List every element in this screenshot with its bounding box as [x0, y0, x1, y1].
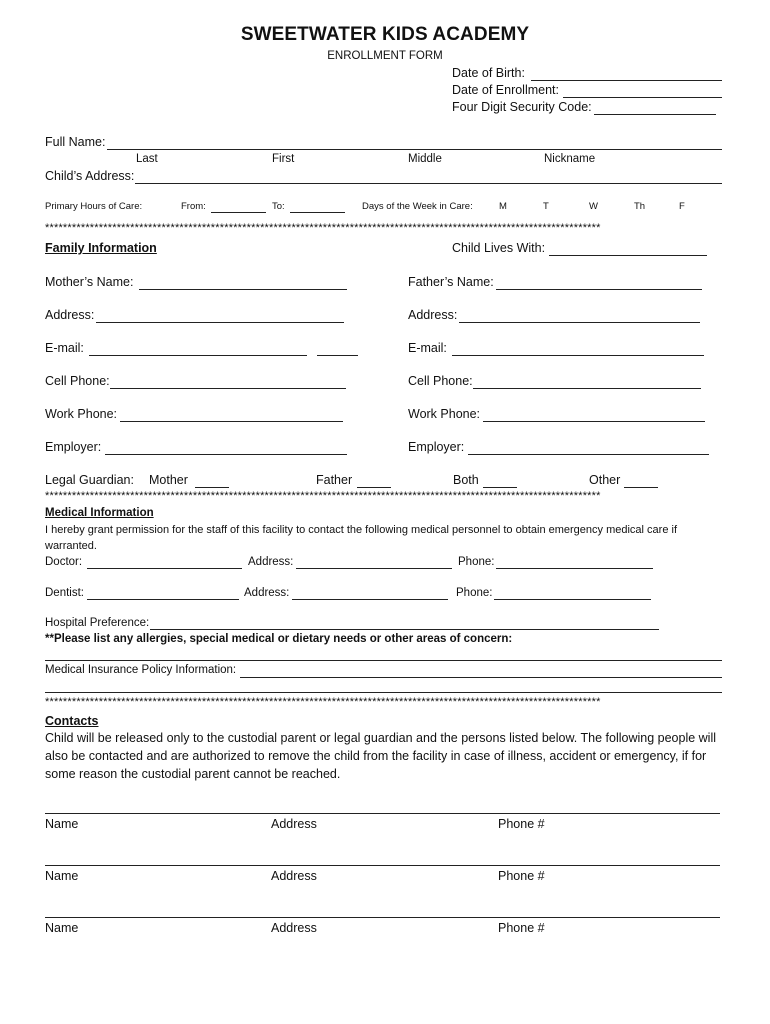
insurance-field[interactable] [240, 677, 722, 678]
form-title: SWEETWATER KIDS ACADEMY [240, 24, 530, 45]
mother-cell-label: Cell Phone: [45, 374, 110, 388]
contacts-heading: Contacts [45, 714, 99, 728]
guardian-other-option: Other [589, 473, 621, 487]
father-email-label: E-mail: [408, 341, 447, 355]
doctor-address-label: Address: [248, 556, 294, 568]
doctor-field[interactable] [87, 568, 242, 569]
mother-email-field[interactable] [89, 355, 307, 356]
from-field[interactable] [211, 212, 266, 213]
contact-3-address-label: Address [271, 921, 317, 935]
father-employer-field[interactable] [468, 454, 709, 455]
father-address-label: Address: [408, 308, 458, 322]
dentist-phone-label: Phone: [456, 587, 493, 599]
enrollment-date-field[interactable] [563, 97, 722, 98]
dob-label: Date of Birth: [452, 66, 525, 80]
day-friday[interactable]: F [679, 201, 685, 212]
hospital-field[interactable] [150, 629, 659, 630]
dentist-address-label: Address: [244, 587, 290, 599]
mother-employer-field[interactable] [105, 454, 347, 455]
mother-work-label: Work Phone: [45, 407, 118, 421]
doctor-phone-field[interactable] [496, 568, 653, 569]
father-employer-label: Employer: [408, 440, 465, 454]
contact-1-address-label: Address [271, 817, 317, 831]
contact-3-field[interactable] [45, 917, 720, 918]
contact-2-field[interactable] [45, 865, 720, 866]
hours-of-care-label: Primary Hours of Care: [45, 201, 143, 212]
days-of-week-label: Days of the Week in Care: [362, 201, 473, 212]
section-separator: **************************************************************************************************************************** [45, 222, 601, 234]
contact-3-phone-label: Phone # [498, 921, 545, 935]
guardian-mother-option: Mother [149, 473, 188, 487]
doctor-label: Doctor: [45, 556, 83, 568]
guardian-mother-field[interactable] [195, 487, 229, 488]
father-name-label: Father’s Name: [408, 275, 494, 289]
child-address-field[interactable] [135, 183, 722, 184]
father-cell-label: Cell Phone: [408, 374, 473, 388]
father-work-field[interactable] [483, 421, 705, 422]
to-field[interactable] [290, 212, 345, 213]
father-email-field[interactable] [452, 355, 704, 356]
mother-work-field[interactable] [120, 421, 343, 422]
father-address-field[interactable] [459, 322, 700, 323]
doctor-address-field[interactable] [296, 568, 452, 569]
security-code-label: Four Digit Security Code: [452, 100, 592, 114]
doctor-phone-label: Phone: [458, 556, 495, 568]
guardian-both-field[interactable] [483, 487, 517, 488]
middle-name-caption: Middle [408, 153, 442, 165]
full-name-label: Full Name: [45, 135, 106, 149]
mother-cell-field[interactable] [110, 388, 346, 389]
mother-name-label: Mother’s Name: [45, 275, 134, 289]
guardian-father-option: Father [316, 473, 353, 487]
dentist-label: Dentist: [45, 587, 84, 599]
contact-3-name-label: Name [45, 921, 79, 935]
mother-address-field[interactable] [96, 322, 344, 323]
dob-field[interactable] [531, 80, 722, 81]
mother-address-label: Address: [45, 308, 95, 322]
guardian-father-field[interactable] [357, 487, 391, 488]
insurance-extra-field[interactable] [45, 692, 722, 693]
mother-name-field[interactable] [139, 289, 347, 290]
medical-heading: Medical Information [45, 507, 154, 519]
security-code-field[interactable] [594, 114, 716, 115]
lives-with-label: Child Lives With: [452, 241, 546, 255]
dentist-address-field[interactable] [292, 599, 448, 600]
medical-permission-text: I hereby grant permission for the staff of this facility to contact the following medical personnel to obtain emergency medical care if warranted. [45, 524, 678, 552]
to-label: To: [272, 201, 285, 212]
guardian-other-field[interactable] [624, 487, 658, 488]
contact-2-phone-label: Phone # [498, 869, 545, 883]
contact-1-name-label: Name [45, 817, 79, 831]
day-wednesday[interactable]: W [589, 201, 598, 212]
contacts-paragraph: Child will be released only to the custodial parent or legal guardian and the persons listed below. The following people will also be contacted and are authorized to remove the child from the facility in case of illness, accident or emergency, if for some reason the custodial parent cannot be reached. [45, 731, 717, 781]
contact-2-name-label: Name [45, 869, 79, 883]
guardian-both-option: Both [453, 473, 479, 487]
enrollment-date-label: Date of Enrollment: [452, 83, 559, 97]
lives-with-field[interactable] [549, 255, 707, 256]
mother-email-extra-field[interactable] [317, 355, 358, 356]
dentist-field[interactable] [87, 599, 239, 600]
contact-2-address-label: Address [271, 869, 317, 883]
day-monday[interactable]: M [499, 201, 507, 212]
last-name-caption: Last [136, 153, 158, 165]
insurance-label: Medical Insurance Policy Information: [45, 664, 237, 676]
hospital-label: Hospital Preference: [45, 617, 150, 629]
allergies-label: **Please list any allergies, special medical or dietary needs or other areas of concern: [45, 633, 513, 645]
dentist-phone-field[interactable] [494, 599, 651, 600]
family-heading: Family Information [45, 241, 157, 255]
section-separator: **************************************************************************************************************************** [45, 490, 601, 502]
child-address-label: Child’s Address: [45, 169, 135, 183]
contact-1-field[interactable] [45, 813, 720, 814]
nickname-caption: Nickname [544, 153, 596, 165]
father-cell-field[interactable] [473, 388, 701, 389]
contact-1-phone-label: Phone # [498, 817, 545, 831]
father-name-field[interactable] [496, 289, 702, 290]
full-name-field[interactable] [107, 149, 722, 150]
mother-employer-label: Employer: [45, 440, 102, 454]
day-thursday[interactable]: Th [634, 201, 646, 212]
section-separator: **************************************************************************************************************************** [45, 696, 601, 708]
mother-email-label: E-mail: [45, 341, 84, 355]
day-tuesday[interactable]: T [543, 201, 549, 212]
allergies-field[interactable] [45, 660, 722, 661]
form-subtitle: ENROLLMENT FORM [327, 50, 443, 62]
first-name-caption: First [272, 153, 295, 165]
legal-guardian-label: Legal Guardian: [45, 473, 134, 487]
from-label: From: [181, 201, 206, 212]
father-work-label: Work Phone: [408, 407, 481, 421]
